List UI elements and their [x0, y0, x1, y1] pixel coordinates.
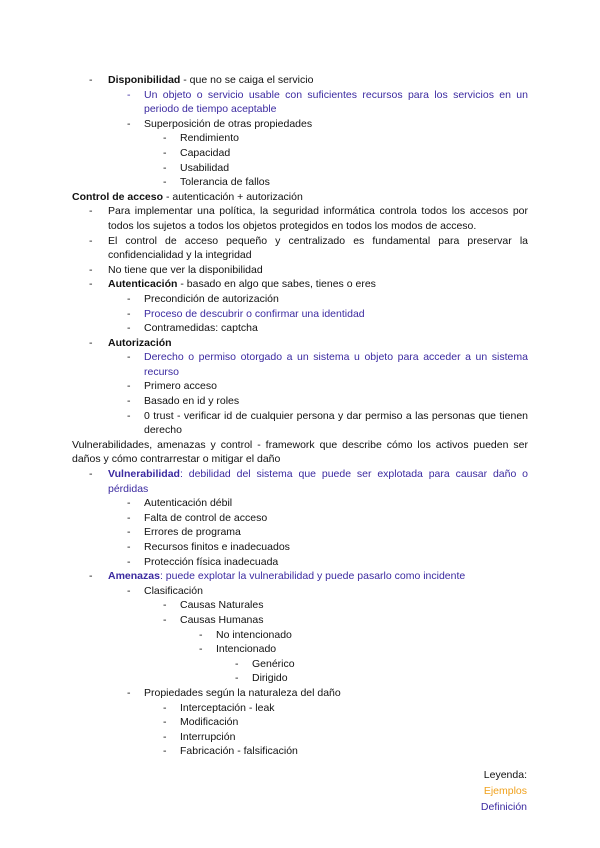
bullet: - [89, 468, 93, 481]
bullet: - [127, 541, 131, 553]
list-text: Tolerancia de fallos [180, 176, 270, 189]
list-item [127, 394, 528, 409]
bullet: - [163, 701, 167, 714]
list-item [163, 730, 600, 745]
bullet: - [163, 745, 167, 758]
list-item [199, 628, 600, 643]
definition-text: Un objeto o servicio usable con suficientes recursos para los servicios en un periodo de tiempo aceptable [144, 88, 528, 116]
list-item [89, 569, 528, 584]
bullet: - [127, 686, 131, 699]
bullet: - [127, 395, 131, 408]
list-text: Autenticación débil [144, 497, 233, 510]
list-item [163, 161, 600, 176]
bullet: - [163, 730, 167, 743]
bullet: - [127, 88, 131, 101]
list-item [127, 292, 528, 307]
list-item [89, 336, 528, 351]
list-item [127, 350, 528, 379]
term-desc: - basado en algo que sabes, tienes o eres [177, 278, 376, 291]
term-disponibilidad: Disponibilidad [108, 74, 181, 86]
bullet: - [89, 336, 93, 349]
list-item [127, 117, 528, 132]
bullet: - [89, 74, 93, 86]
list-text: Rendimiento [180, 132, 239, 145]
list-text: Genérico [252, 657, 295, 670]
list-text: Recursos finitos e inadecuados [144, 541, 290, 553]
list-text: Propiedades según la naturaleza del daño [144, 686, 341, 699]
bullet: - [235, 657, 239, 670]
bullet: - [163, 599, 167, 612]
list-text: El control de acceso pequeño y centralizado es fundamental para preservar la confidencialidad y la integridad [108, 234, 528, 262]
list-text: Usabilidad [180, 161, 230, 174]
bullet: - [127, 117, 131, 130]
term-amenazas: Amenazas [108, 570, 160, 583]
list-text: Causas Naturales [180, 599, 264, 612]
list-text: Basado en id y roles [144, 395, 240, 408]
list-item [163, 175, 600, 190]
list-item [89, 467, 528, 496]
list-item [127, 525, 600, 540]
list-text: Fabricación - falsificación [180, 745, 298, 758]
bullet: - [127, 511, 131, 524]
list-text: Precondición de autorización [144, 292, 279, 305]
definition-text: Proceso de descubrir o confirmar una identidad [144, 307, 365, 320]
list-item [89, 277, 528, 292]
legend-definition: Definición [480, 801, 527, 813]
list-item [163, 146, 600, 161]
bullet: - [89, 570, 93, 583]
bullet: - [89, 234, 93, 247]
list-text: Para implementar una política, la seguridad informática controla todos los accesos por todos los sujetos a todos los objetos protegidos en todos los modos de acceso. [108, 205, 528, 232]
bullet: - [163, 146, 167, 159]
term-vulnerabilidad: Vulnerabilidad [108, 468, 180, 481]
bullet: - [199, 628, 203, 641]
list-item [89, 73, 528, 88]
legend [481, 767, 527, 815]
list-item [163, 131, 600, 146]
list-item [235, 657, 600, 672]
list-text: Causas Humanas [180, 613, 264, 626]
list-text: Intencionado [216, 643, 277, 656]
list-item [163, 613, 600, 628]
list-text: Interceptación - leak [180, 701, 275, 714]
list-text: Falta de control de acceso [144, 511, 268, 524]
list-item [199, 642, 600, 657]
bullet: - [127, 380, 131, 393]
definition-text: : puede explotar la vulnerabilidad y puede pasarlo como incidente [159, 570, 466, 583]
bullet: - [127, 497, 131, 510]
list-text: Primero acceso [144, 380, 217, 393]
list-item [127, 88, 528, 117]
list-item [127, 379, 528, 394]
bullet: - [163, 132, 167, 145]
list-item [127, 584, 600, 599]
term-autorizacion: Autorización [108, 336, 172, 349]
bullet: - [89, 278, 93, 291]
bullet: - [163, 716, 167, 729]
list-item [89, 263, 528, 278]
document-page [0, 73, 600, 759]
bullet: - [127, 526, 131, 539]
bullet: - [127, 322, 131, 335]
bullet: - [163, 176, 167, 189]
list-text: No intencionado [216, 628, 292, 641]
list-item [127, 321, 528, 336]
section-heading [72, 190, 528, 205]
list-text: 0 trust - verificar id de cualquier persona y dar permiso a las personas que tienen derecho [144, 409, 528, 437]
list-item [163, 715, 600, 730]
bullet: - [163, 613, 167, 626]
list-item [127, 409, 528, 438]
term-desc: - que no se caiga el servicio [180, 74, 314, 86]
paragraph: Vulnerabilidades, amenazas y control - framework que describe cómo los activos pueden ser daños y cómo contrarrestar o mitigar el daño [72, 438, 528, 466]
list-item [127, 307, 528, 322]
list-text: Protección física inadecuada [144, 555, 279, 568]
bullet: - [89, 205, 93, 218]
list-item [127, 511, 600, 526]
bullet: - [127, 584, 131, 597]
bullet: - [127, 307, 131, 320]
bullet: - [235, 672, 239, 685]
list-item [127, 540, 600, 555]
list-text: Capacidad [180, 146, 231, 159]
bullet: - [127, 555, 131, 568]
legend-title: Leyenda: [483, 769, 527, 781]
list-item [127, 496, 600, 511]
list-text: No tiene que ver la disponibilidad [108, 263, 263, 276]
list-text: Dirigido [252, 672, 288, 685]
list-item [127, 555, 600, 570]
list-item [163, 744, 600, 759]
section-title: Control de acceso [72, 190, 164, 203]
list-text: Clasificación [144, 584, 203, 597]
bullet: - [199, 643, 203, 656]
definition-text: : debilidad del sistema que puede ser explotada para causar daño o pérdidas [108, 468, 528, 495]
list-item [163, 598, 600, 613]
list-text: Contramedidas: captcha [144, 322, 258, 335]
list-item [89, 204, 528, 233]
bullet: - [89, 263, 93, 276]
list-text: Modificación [180, 716, 239, 729]
list-text: Interrupción [180, 730, 236, 743]
list-item [127, 686, 600, 701]
legend-examples: Ejemplos [483, 785, 527, 797]
list-text: Errores de programa [144, 526, 241, 539]
bullet: - [163, 161, 167, 174]
bullet: - [127, 292, 131, 305]
list-item [235, 671, 600, 686]
list-text: Superposición de otras propiedades [144, 117, 313, 130]
term-autenticacion: Autenticación [108, 278, 178, 291]
bullet: - [127, 351, 131, 364]
list-item [89, 234, 528, 263]
section-desc: - autenticación + autorización [163, 190, 303, 203]
definition-text: Derecho o permiso otorgado a un sistema u objeto para acceder a un sistema recurso [144, 351, 528, 378]
list-item [163, 701, 600, 716]
bullet: - [127, 409, 131, 422]
